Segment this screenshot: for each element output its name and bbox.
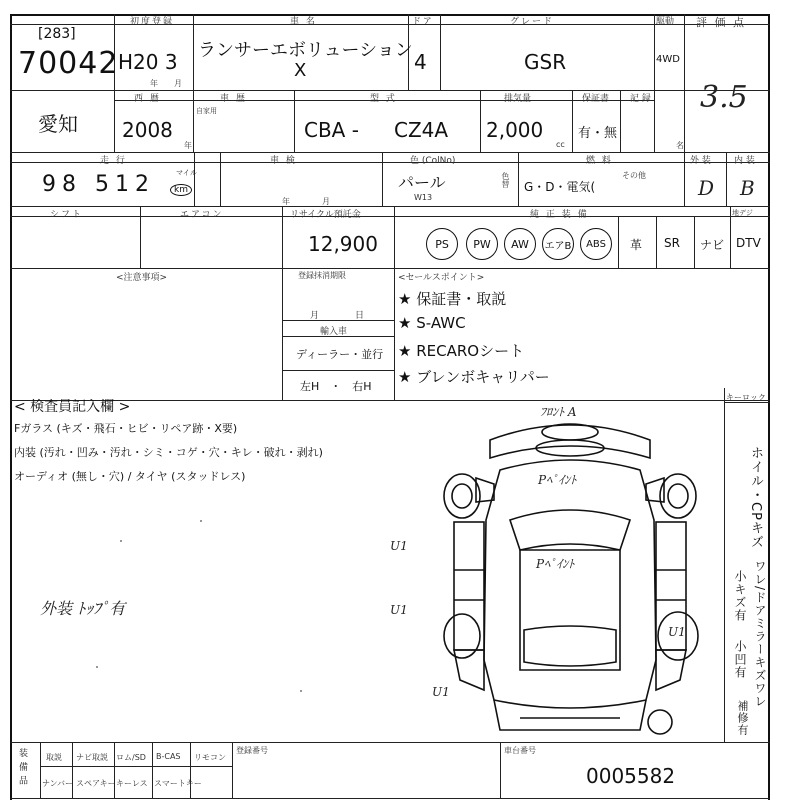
model-prefix: CBA - xyxy=(304,118,359,142)
year-label: 西 暦 xyxy=(134,94,161,104)
border-left xyxy=(10,14,12,800)
sales-label: <セールスポイント> xyxy=(398,273,485,283)
name-label: 車 名 xyxy=(290,17,317,27)
divider xyxy=(394,206,395,268)
divider xyxy=(518,152,519,206)
door-label: ドア xyxy=(412,17,434,27)
divider xyxy=(193,14,194,90)
car-diagram xyxy=(390,400,720,745)
divider xyxy=(724,388,725,742)
divider xyxy=(726,152,727,206)
divider xyxy=(382,152,383,206)
divider xyxy=(620,90,621,152)
displacement-unit: cc xyxy=(556,140,565,149)
divider xyxy=(500,742,501,798)
divider xyxy=(194,152,195,206)
year-value: 2008 xyxy=(122,118,173,142)
handle-value: 左H ・ 右H xyxy=(300,380,372,393)
paint-mark-roof: Pﾍﾟｲﾝﾄ xyxy=(536,557,575,571)
acc-number: ナンバー xyxy=(42,779,74,788)
exterior-handwritten-note: 外装 ﾄｯﾌﾟ有 xyxy=(40,599,126,618)
side-note-repair: 補修有 xyxy=(736,700,749,736)
grade-label: グレード xyxy=(510,17,555,27)
first-reg-value: H20 3 xyxy=(118,50,178,74)
side-note-mirror: ワレ/ドアミラーキズワレ xyxy=(753,560,767,709)
sales-point-1: ★ 保証書・取説 xyxy=(398,290,507,308)
footer-top xyxy=(10,742,770,743)
scan-dot xyxy=(200,520,202,522)
interior-value: B xyxy=(740,176,755,200)
lot-code: [283] xyxy=(38,26,76,42)
divider xyxy=(572,90,573,152)
sales-point-4: ★ ブレンボキャリパー xyxy=(398,368,550,386)
divider xyxy=(190,742,191,798)
keylock-label: キーロック xyxy=(726,393,766,402)
recycle-label: リサイクル預託金 xyxy=(290,210,361,220)
grade-value: GSR xyxy=(524,50,567,74)
divider xyxy=(193,90,194,152)
divider xyxy=(282,268,283,400)
inspection-label: 車 検 xyxy=(270,156,297,166)
divider xyxy=(72,742,73,798)
import-value: ディーラー・並行 xyxy=(296,348,384,361)
inspector-line-1: Fガラス (キズ・飛石・ヒビ・リペア跡・X要) xyxy=(14,422,238,435)
u1-mark-left-rear: U1 xyxy=(390,603,408,617)
divider xyxy=(282,206,283,268)
side-note-minor-dent: 小凹有 xyxy=(733,640,747,679)
car-name-line2: X xyxy=(294,60,307,81)
equip-leather: 革 xyxy=(630,238,643,252)
acc-rom-sd: ロム/SD xyxy=(116,753,146,762)
divider xyxy=(140,206,141,268)
equip-sr: SR xyxy=(664,236,680,250)
scan-dot xyxy=(300,690,302,692)
divider xyxy=(220,152,221,206)
first-reg-units: 年 月 xyxy=(150,79,182,88)
divider xyxy=(694,216,695,268)
divider xyxy=(114,742,115,798)
sales-point-3: ★ RECAROシート xyxy=(398,342,525,360)
inspector-line-3: オーディオ (無し・穴) / タイヤ (スタッドレス) xyxy=(14,470,246,483)
paint-mark-hood: Pﾍﾟｲﾝﾄ xyxy=(538,473,577,487)
divider xyxy=(684,14,685,152)
equip-pw: PW xyxy=(466,228,498,260)
equip-aw: AW xyxy=(504,228,536,260)
chassis-number: 0005582 xyxy=(586,764,676,788)
equip-ps: PS xyxy=(426,228,458,260)
side-note-wheel: ホイル・CPキズ xyxy=(748,446,763,549)
scan-dot xyxy=(120,540,122,542)
lot-number: 70042 xyxy=(18,46,119,81)
acc-manual: 取説 xyxy=(46,753,62,762)
equip-navi: ナビ xyxy=(700,238,725,252)
accessories-label: 装 備 品 xyxy=(17,748,27,786)
mileage-unit-top: マイル xyxy=(176,169,197,177)
row4-bottom xyxy=(10,268,770,269)
mileage-unit: km xyxy=(170,184,192,196)
location-value: 愛知 xyxy=(38,112,78,136)
color-change-label: 色替 xyxy=(501,172,510,188)
year-unit: 年 xyxy=(184,141,192,150)
exterior-label: 外 装 xyxy=(690,156,711,166)
color-label: 色 (ColNo) xyxy=(410,156,456,166)
divider xyxy=(152,742,153,798)
chassis-label: 車台番号 xyxy=(504,746,536,755)
first-reg-label: 初度登録 xyxy=(130,17,175,27)
u1-mark-rear: U1 xyxy=(432,685,450,699)
color-code: W13 xyxy=(414,193,433,202)
front-mark: ﾌﾛﾝﾄ A xyxy=(540,405,577,419)
scan-dot xyxy=(96,666,98,668)
color-value: パール xyxy=(398,173,446,192)
recycle-fee: 12,900 xyxy=(308,232,378,256)
notes-line xyxy=(282,370,394,371)
ac-label: エアコン xyxy=(180,210,224,220)
score-value: 3.5 xyxy=(700,80,748,115)
caution-label: <注意事項> xyxy=(116,273,168,283)
mileage-value: 98 512 xyxy=(42,172,155,197)
acc-remote: リモコン xyxy=(194,753,226,762)
footer-mid xyxy=(40,766,232,767)
divider xyxy=(232,742,233,798)
divider xyxy=(294,90,295,152)
side-note-minor-scratch: 小キズ有 xyxy=(733,570,747,622)
drive-label: 駆動 xyxy=(656,17,675,27)
history-label: 車 歴 xyxy=(220,94,247,104)
u1-mark-left-front: U1 xyxy=(390,539,408,553)
acc-smart-key: スマートキー xyxy=(154,779,202,788)
warranty-label: 保証書 xyxy=(582,94,610,104)
model-label: 型 式 xyxy=(370,94,397,104)
warranty-value: 有・無 xyxy=(578,126,618,141)
score-label: 評 価 点 xyxy=(696,16,746,29)
equipment-label: 純 正 装 備 xyxy=(530,210,589,220)
history-sub: 自家用 xyxy=(196,107,217,115)
tv-label: 地デジ xyxy=(732,209,753,217)
divider xyxy=(656,216,657,268)
doors-value: 4 xyxy=(414,50,427,74)
model-value: CZ4A xyxy=(394,118,449,142)
mileage-label: 走 行 xyxy=(100,156,127,166)
inspector-line-2: 内装 (汚れ・凹み・汚れ・シミ・コゲ・穴・キレ・破れ・剥れ) xyxy=(14,446,323,459)
sales-point-2: ★ S-AWC xyxy=(398,314,466,332)
drive-value: 4WD xyxy=(656,54,680,65)
fuel-label: 燃 料 xyxy=(586,156,613,166)
acc-bcas: B-CAS xyxy=(156,752,181,761)
divider xyxy=(394,268,395,400)
divider xyxy=(114,14,115,152)
exterior-value: D xyxy=(698,176,715,200)
displacement-value: 2,000 xyxy=(486,118,544,142)
fuel-value: G・D・電気( xyxy=(524,180,596,194)
remarks-label: 登録番号 xyxy=(236,746,268,755)
import-label: 輸入車 xyxy=(320,327,348,337)
divider xyxy=(730,206,731,268)
inspector-title: < 検査員記入欄 > xyxy=(14,399,131,415)
divider xyxy=(654,14,655,152)
acc-keyless: キーレス xyxy=(116,779,148,788)
inspection-units: 年 月 xyxy=(282,197,330,206)
divider xyxy=(618,216,619,268)
divider xyxy=(480,90,481,152)
shift-label: シフト xyxy=(50,210,84,220)
reg-deadline-label: 登録抹消期限 xyxy=(298,271,346,280)
acc-navi-manual: ナビ取説 xyxy=(76,753,108,762)
divider xyxy=(684,152,685,206)
equip-dtv: DTV xyxy=(736,236,761,250)
divider xyxy=(440,14,441,90)
u1-mark-right-rear: U1 xyxy=(668,625,686,639)
acc-spare-key: スペアキー xyxy=(76,779,116,788)
record-label: 記 録 xyxy=(630,94,651,104)
footer-bottom xyxy=(10,798,770,799)
deadline-units: 月 日 xyxy=(310,311,365,321)
interior-label: 内 装 xyxy=(734,156,755,166)
equip-abs: ABS xyxy=(580,228,612,260)
name-unit: 名 xyxy=(676,141,684,150)
fuel-other: その他 xyxy=(622,171,646,180)
divider xyxy=(40,742,41,798)
displacement-label: 排気量 xyxy=(504,94,532,104)
car-name-line1: ランサーエボリューション xyxy=(198,40,413,61)
equip-airbag: エアB xyxy=(542,228,574,260)
row3-bottom xyxy=(10,206,770,207)
